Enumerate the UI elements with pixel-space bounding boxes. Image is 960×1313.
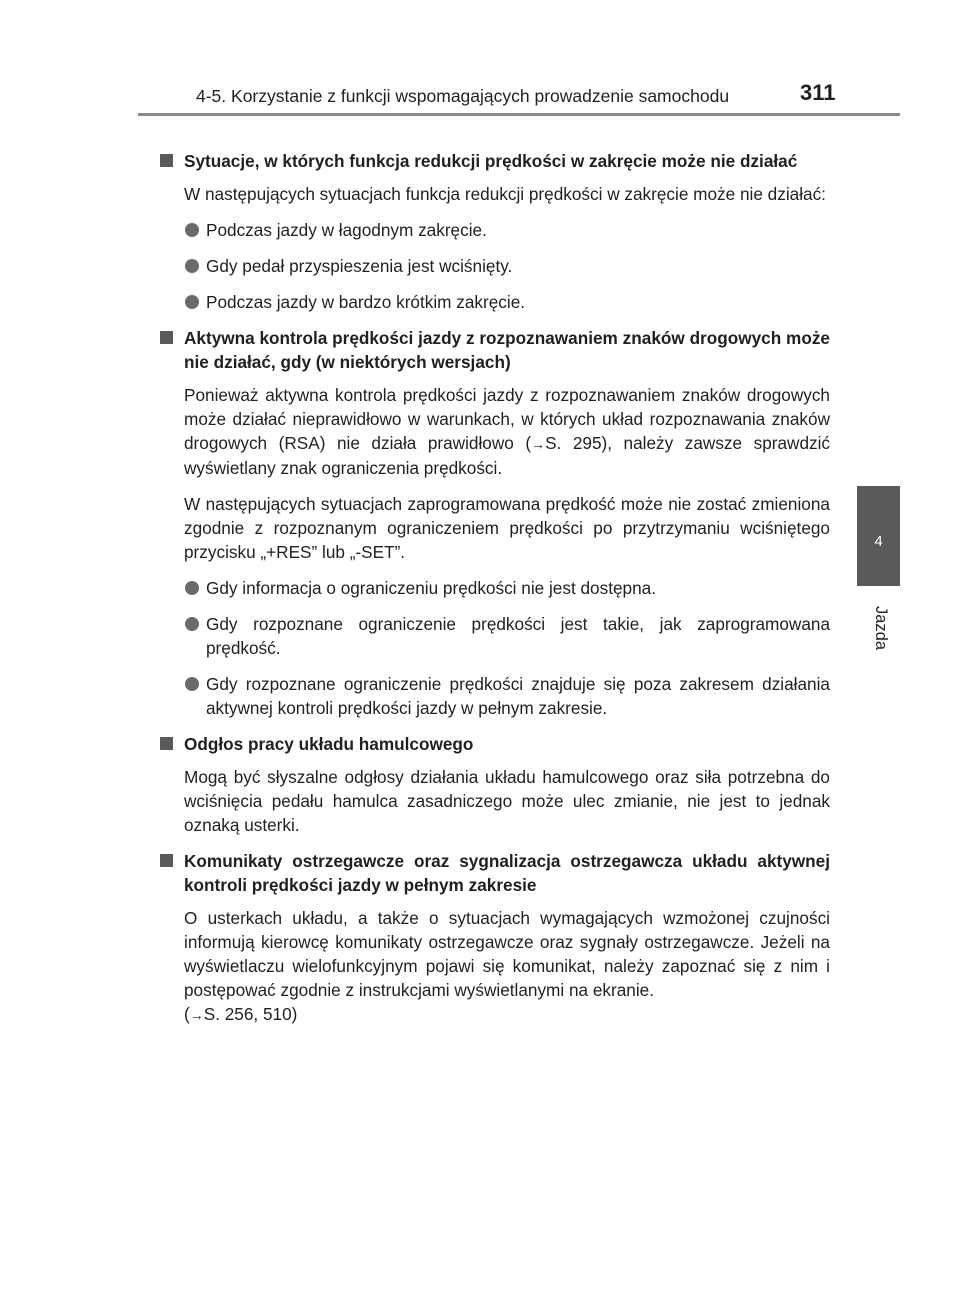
header-divider <box>138 113 900 116</box>
paragraph: W następujących sytuacjach zaprogramowana prędkość może nie zostać zmieniona zgodnie z rozpoznanym ograniczeniem prędkości po przytrzymaniu wciśniętego przycisku „+RES” lub „-SET”. <box>184 494 830 562</box>
arrow-right-icon: → <box>189 1007 204 1023</box>
page-number: 311 <box>800 80 836 105</box>
round-bullet-icon <box>185 259 199 273</box>
list-item: Podczas jazdy w łagodnym zakręcie. <box>160 218 830 242</box>
paragraph: Ponieważ aktywna kontrola prędkości jazdy z rozpoznawaniem znaków drogowych może działać nieprawidłowo w warunkach, w których układ rozpoznawania znaków drogowych (RSA) nie działa prawidłowo (→S. 295), należy zawsze sprawdzić wyświetlany znak ograniczenia prędkości. <box>184 385 831 478</box>
chapter-tab-label: Jazda <box>872 606 890 651</box>
running-header: 4-5. Korzystanie z funkcji wspomagających prowadzenie samochodu <box>196 86 730 106</box>
square-bullet-icon <box>160 331 173 344</box>
section-heading: Sytuacje, w których funkcja redukcji prędkości w zakręcie może nie działać <box>160 149 830 173</box>
list-item: Podczas jazdy w bardzo krótkim zakręcie. <box>160 290 830 314</box>
page-content <box>160 149 830 1027</box>
square-bullet-icon <box>160 737 173 750</box>
section-heading: Komunikaty ostrzegawcze oraz sygnalizacja ostrzegawcza układu aktywnej kontroli prędkości jazdy w pełnym zakresie <box>160 849 830 897</box>
round-bullet-icon <box>185 223 199 237</box>
page-reference: S. 256, 510 <box>203 1004 292 1024</box>
round-bullet-icon <box>185 295 199 309</box>
round-bullet-icon <box>185 677 199 691</box>
round-bullet-icon <box>185 581 199 595</box>
arrow-right-icon: → <box>531 436 546 452</box>
paragraph: W następujących sytuacjach funkcja redukcji prędkości w zakręcie może nie działać: <box>184 184 826 204</box>
square-bullet-icon <box>160 154 173 167</box>
section-heading: Odgłos pracy układu hamulcowego <box>160 732 830 756</box>
paragraph: O usterkach układu, a także o sytuacjach wymagających wzmożonej czujności informują kierowcę komunikaty ostrzegawcze oraz sygnały ostrzegawcze. Jeżeli na wyświetlaczu wielofunkcyjnym pojawi się komunikat, należy zapoznać się z nim i postępować zgodnie z instrukcjami wyświetlanymi na ekranie. (→S. 256, 510) <box>184 908 830 1024</box>
round-bullet-icon <box>185 617 199 631</box>
square-bullet-icon <box>160 854 173 867</box>
paragraph: Mogą być słyszalne odgłosy działania układu hamulcowego oraz siła potrzebna do wciśnięcia pedału hamulca zasadniczego może ulec zmianie, nie jest to jednak oznaką usterki. <box>184 767 830 835</box>
list-item: Gdy informacja o ograniczeniu prędkości nie jest dostępna. <box>160 576 830 600</box>
page-reference: S. 295 <box>545 433 602 453</box>
chapter-tab-number: 4 <box>874 533 883 550</box>
list-item: Gdy rozpoznane ograniczenie prędkości znajduje się poza zakresem działania aktywnej kontroli prędkości jazdy w pełnym zakresie. <box>160 672 830 720</box>
section-heading: Aktywna kontrola prędkości jazdy z rozpoznawaniem znaków drogowych może nie działać, gdy (w niektórych wersjach) <box>160 326 830 374</box>
list-item: Gdy rozpoznane ograniczenie prędkości jest takie, jak zaprogramowana prędkość. <box>160 612 830 660</box>
list-item: Gdy pedał przyspieszenia jest wciśnięty. <box>160 254 830 278</box>
